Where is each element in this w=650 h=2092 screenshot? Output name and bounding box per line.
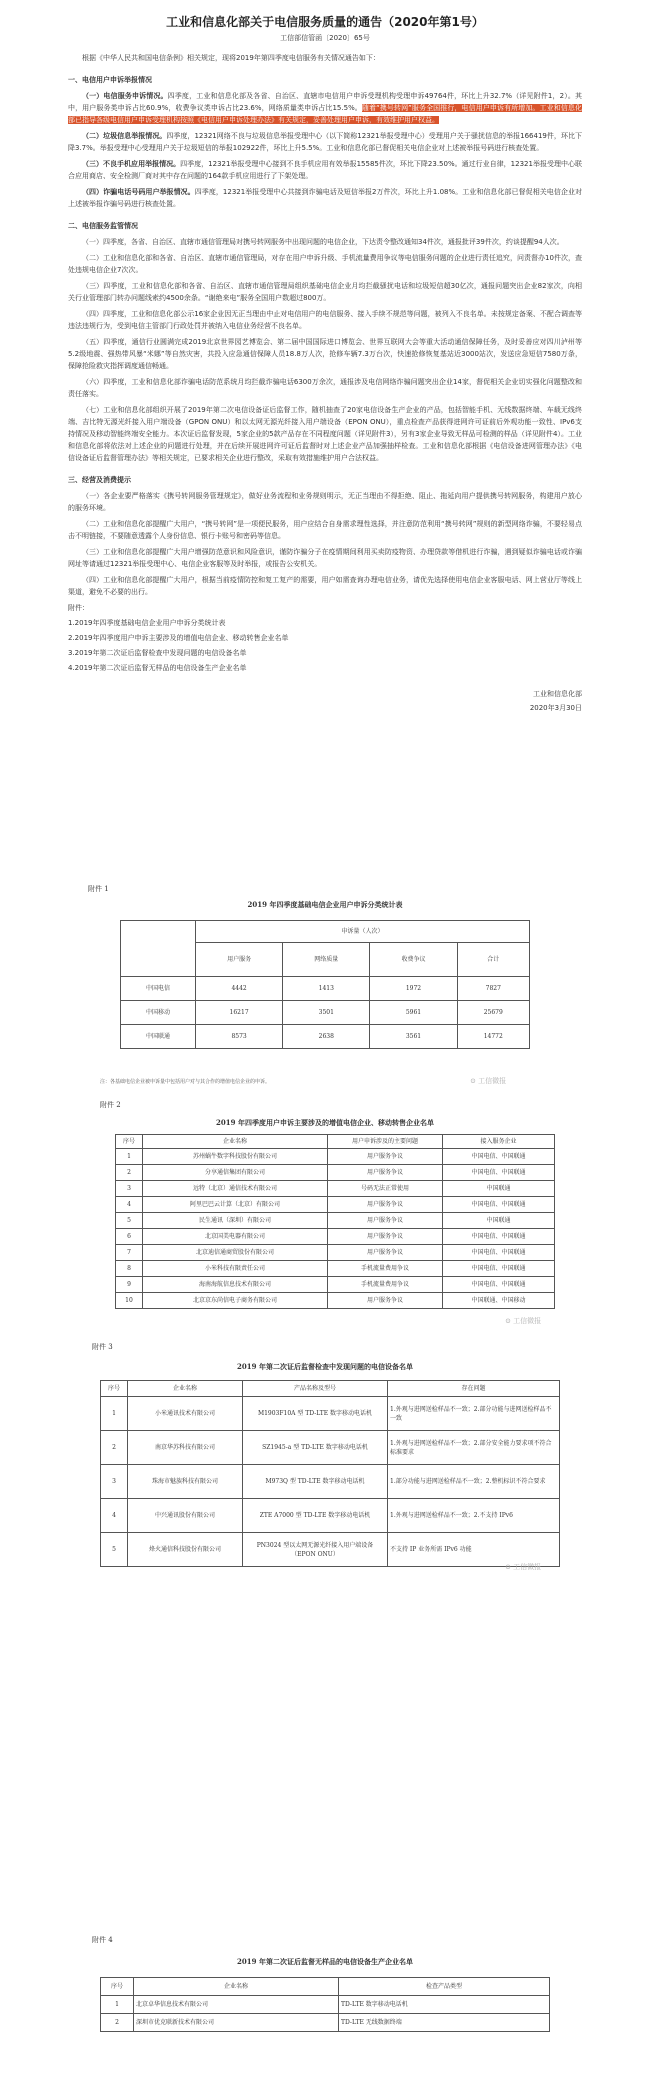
table-row xyxy=(116,1213,555,1229)
attachment-1-scan xyxy=(0,880,650,1085)
table-cell: 2 xyxy=(101,1431,128,1465)
table-cell: 手机流量费用争议 xyxy=(328,1277,443,1293)
table-row xyxy=(101,1499,560,1533)
table-cell: 手机流量费用争议 xyxy=(328,1261,443,1277)
subheading: （二）垃圾信息举报情况。 xyxy=(82,132,167,140)
table-cell: 中国电信、中国联通 xyxy=(443,1165,555,1181)
table-row xyxy=(116,1277,555,1293)
section-1-paragraph-2 xyxy=(68,130,582,154)
column-header: 序号 xyxy=(116,1135,143,1149)
table-cell: 南京华苏科技有限公司 xyxy=(128,1431,243,1465)
table-cell: M973Q 型 TD-LTE 数字移动电话机 xyxy=(243,1465,388,1499)
table-cell: 中国电信、中国联通 xyxy=(443,1277,555,1293)
column-header: 用户申诉涉及的主要问题 xyxy=(328,1135,443,1149)
table-cell: 4 xyxy=(116,1197,143,1213)
paragraph-text: 四季度，12321举报受理中心共接到诈骗电话及短信举报2万件次，环比上升1.08%。工业和信息化部已督促相关电信企业对上述被举报诈骗号码进行核查处置。 xyxy=(68,188,582,208)
no-sample-table xyxy=(100,1977,550,2032)
attachment-3-scan xyxy=(0,1340,650,1590)
row-label: 中国移动 xyxy=(121,1001,196,1025)
table-cell: 中国电信、中国联通 xyxy=(443,1261,555,1277)
table-row xyxy=(101,1533,560,1567)
table-row xyxy=(101,2014,550,2032)
paragraph-text: 四季度，12321举报受理中心接到不良手机应用有效举报15585件次，环比下降23.50%。通过行业自律，12321举报受理中心联合应用商店、安全检测厂商对其中存在问题的164款手机应用进行了下架处理。 xyxy=(68,160,583,180)
table-cell: 用户服务争议 xyxy=(328,1293,443,1309)
section-2-paragraph-3: （三）四季度，工业和信息化部和各省、自治区、直辖市通信管理局组织基础电信企业月均拦截骚扰电话和垃圾短信超30亿次，通报问题突出企业82家次，向相关行业管理部门转办问题线索约4500余条。“谢绝来电”服务全国用户数超过800万。 xyxy=(68,282,582,302)
watermark: ⊙ 工信微报 xyxy=(505,1316,541,1326)
table-cell: 用户服务争议 xyxy=(328,1165,443,1181)
attachment-3-title: 2019 年第二次证后监督检查中发现问题的电信设备名单 xyxy=(237,1362,413,1371)
table-cell: 中国联通 xyxy=(443,1213,555,1229)
table-cell: 8 xyxy=(116,1261,143,1277)
section-1-paragraph-3 xyxy=(68,158,582,182)
section-3-heading: 三、经营及消费提示 xyxy=(68,476,131,484)
table-cell: 阿里巴巴云计算（北京）有限公司 xyxy=(143,1197,328,1213)
notice-document xyxy=(0,0,650,714)
row-label: 中国联通 xyxy=(121,1025,196,1049)
section-3-paragraph-3: （三）工业和信息化部提醒广大用户增强防范意识和风险意识，谨防诈骗分子在疫情期间利用买卖防疫物资、办理贷款等借机进行诈骗，遇到疑似诈骗电话或诈骗网址等请通过12321举报受理中心、电信企业客服等及时举报，或报告公安机关。 xyxy=(68,548,582,568)
column-header: 企业名称 xyxy=(134,1978,339,1996)
column-header: 序号 xyxy=(101,1978,134,1996)
table-cell: 用户服务争议 xyxy=(328,1229,443,1245)
paragraph-text: 四季度，工业和信息化部及各省、自治区、直辖市电信用户申诉受理机构受理申诉49764件，环比上升32.7%（详见附件1，2）。其中，用户服务类申诉占比60.9%，收费争议类申诉占比23.6%，网络质量类申诉占比15.5%。 xyxy=(68,92,582,112)
table-cell: 北京京东尚信电子商务有限公司 xyxy=(143,1293,328,1309)
group-header: 申诉量（人次） xyxy=(196,921,530,943)
table-cell: 苏州蜗牛数字科技股份有限公司 xyxy=(143,1149,328,1165)
table-cell: 8573 xyxy=(196,1025,283,1049)
table-cell: 北京迪信通商贸股份有限公司 xyxy=(143,1245,328,1261)
column-header: 接入服务企业 xyxy=(443,1135,555,1149)
section-2-paragraph-5: （五）四季度，通信行业圆满完成2019北京世界园艺博览会、第二届中国国际进口博览会、世界互联网大会等重大活动通信保障任务，及时妥善应对四川泸州等5.2级地震、强热带风暴“米娜”等自然灾害，共投入应急通信保障人员18.8万人次，抢修车辆7.3万台次，快速抢修恢复基站近3000站次，发送应急短信7580万条，保障抢险救灾指挥调度通信畅通。 xyxy=(68,338,582,370)
subheading: （三）不良手机应用举报情况。 xyxy=(82,160,181,168)
table-row xyxy=(101,1465,560,1499)
table-row xyxy=(116,1245,555,1261)
table-cell: 深圳市优克联新技术有限公司 xyxy=(134,2014,339,2032)
column-header: 检查产品类型 xyxy=(339,1978,550,1996)
table-cell: 3561 xyxy=(370,1025,457,1049)
table-cell: 远特（北京）通信技术有限公司 xyxy=(143,1181,328,1197)
column-header: 用户服务 xyxy=(196,943,283,977)
table-cell: 不支持 IP 业务所需 IPv6 功能 xyxy=(388,1533,560,1567)
signer: 工业和信息化部 xyxy=(533,690,582,698)
notice-title: 工业和信息化部关于电信服务质量的通告（2020年第1号） xyxy=(166,15,484,29)
attachment-list-heading: 附件： xyxy=(68,604,89,612)
intro-paragraph: 根据《中华人民共和国电信条例》相关规定，现将2019年第四季度电信服务有关情况通告如下： xyxy=(82,54,380,62)
attachment-item: 3.2019年第二次证后监督检查中发现问题的电信设备名单 xyxy=(68,649,247,657)
table-row xyxy=(116,1165,555,1181)
column-header: 网络质量 xyxy=(283,943,370,977)
attachment-2-label: 附件 2 xyxy=(100,1101,121,1109)
table-cell: 5 xyxy=(116,1213,143,1229)
table-row xyxy=(101,1397,560,1431)
table-cell: 用户服务争议 xyxy=(328,1149,443,1165)
table-cell: 3501 xyxy=(283,1001,370,1025)
table-cell: 3 xyxy=(116,1181,143,1197)
table-cell: 4 xyxy=(101,1499,128,1533)
table-cell: 1 xyxy=(101,1397,128,1431)
table-cell: 4442 xyxy=(196,977,283,1001)
table-cell: 用户服务争议 xyxy=(328,1197,443,1213)
table-cell: 14772 xyxy=(457,1025,529,1049)
table-cell: 烽火通信科技股份有限公司 xyxy=(128,1533,243,1567)
table-row xyxy=(116,1229,555,1245)
table-cell: 16217 xyxy=(196,1001,283,1025)
table-cell: 海南海航信息技术有限公司 xyxy=(143,1277,328,1293)
table-cell: 1 xyxy=(116,1149,143,1165)
table-row xyxy=(121,977,530,1001)
attachment-2-scan xyxy=(0,1098,650,1328)
subheading: （一）电信服务申诉情况。 xyxy=(82,92,168,100)
column-header: 序号 xyxy=(101,1381,128,1397)
table-cell: 1972 xyxy=(370,977,457,1001)
section-2-paragraph-2: （二）工业和信息化部和各省、自治区、直辖市通信管理局，对存在用户申诉升级、手机流量费用争议等电信服务问题的企业进行责任追究，问责督办10件次，查处违规电信企业7次次。 xyxy=(68,254,582,274)
watermark: ⊙ 工信微报 xyxy=(470,1076,506,1086)
table-cell: 中国电信、中国联通 xyxy=(443,1245,555,1261)
table-cell: ZTE A7000 型 TD-LTE 数字移动电话机 xyxy=(243,1499,388,1533)
table-cell: 中国联通 xyxy=(443,1181,555,1197)
table-cell: 用户服务争议 xyxy=(328,1245,443,1261)
table-row xyxy=(116,1197,555,1213)
table-cell: 2 xyxy=(101,2014,134,2032)
table-cell: 2638 xyxy=(283,1025,370,1049)
table-cell: 7 xyxy=(116,1245,143,1261)
table-row xyxy=(116,1149,555,1165)
section-2-heading: 二、电信服务监管情况 xyxy=(68,222,138,230)
attachment-item: 1.2019年四季度基础电信企业用户申诉分类统计表 xyxy=(68,619,226,627)
column-header: 企业名称 xyxy=(143,1135,328,1149)
section-3-paragraph-4: （四）工业和信息化部提醒广大用户，根据当前疫情防控和复工复产的需要，用户如需查询办理电信业务，请优先选择使用电信企业客服电话、网上营业厅等线上渠道，避免不必要的出行。 xyxy=(68,576,582,596)
column-header: 收费争议 xyxy=(370,943,457,977)
table-cell: M1903F10A 型 TD-LTE 数字移动电话机 xyxy=(243,1397,388,1431)
attachment-list xyxy=(68,602,582,674)
table-cell: 民生通讯（深圳）有限公司 xyxy=(143,1213,328,1229)
table-cell: 1413 xyxy=(283,977,370,1001)
watermark: ⊙ 工信微报 xyxy=(505,1562,541,1572)
column-header: 合计 xyxy=(457,943,529,977)
table-cell: 9 xyxy=(116,1277,143,1293)
table-cell: 1.外观与进网送检样品不一致；2.部分安全能力要求项不符合标准要求 xyxy=(388,1431,560,1465)
table-cell: 北京卓华信息技术有限公司 xyxy=(134,1996,339,2014)
attachment-item: 2.2019年四季度用户申诉主要涉及的增值电信企业、移动转售企业名单 xyxy=(68,634,289,642)
attachment-1-title: 2019 年四季度基础电信企业用户申诉分类统计表 xyxy=(247,900,403,909)
table-cell: 珠海市魅族科技有限公司 xyxy=(128,1465,243,1499)
table-cell: SZ1945-a 型 TD-LTE 数字移动电话机 xyxy=(243,1431,388,1465)
table-cell: TD-LTE 数字移动电话机 xyxy=(339,1996,550,2014)
table-row xyxy=(121,1001,530,1025)
section-2-paragraph-6: （六）四季度，工业和信息化部诈骗电话防范系统月均拦截诈骗电话6300万余次，通报涉及电信网络诈骗问题突出企业14家，督促相关企业切实强化问题整改和责任落实。 xyxy=(68,378,582,398)
column-header: 企业名称 xyxy=(128,1381,243,1397)
table-row xyxy=(101,1996,550,2014)
attachment-4-label: 附件 4 xyxy=(92,1936,113,1944)
paragraph-text: 四季度，12321网络不良与垃圾信息举报受理中心（以下简称12321举报受理中心）受理用户关于骚扰信息的举报166419件，环比下降3.7%。举报受理中心受理用户关于垃圾短信的举报102922件，环比上升5.5%。工业和信息化部已督促相关电信企业对上述被举报号码进行核查处置。 xyxy=(68,132,583,152)
section-3-paragraph-2: （二）工业和信息化部提醒广大用户，“携号转网”是一项便民服务，用户应结合自身需求理性选择，并注意防范利用“携号转网”规则的新型网络诈骗，不要轻易点击不明链接，不要随意透露个人身份信息、银行卡账号和密码等信息。 xyxy=(68,520,582,540)
table-cell: 3 xyxy=(101,1465,128,1499)
table-row xyxy=(116,1261,555,1277)
row-label: 中国电信 xyxy=(121,977,196,1001)
attachment-4-title: 2019 年第二次证后监督无样品的电信设备生产企业名单 xyxy=(237,1957,413,1966)
section-3-paragraph-1: （一）各企业要严格落实《携号转网服务管理规定》，做好业务流程和业务规则明示，无正当理由不得拒绝、阻止、拖延向用户提供携号转网服务，构建用户放心的服务环境。 xyxy=(68,492,582,512)
table-cell: 1 xyxy=(101,1996,134,2014)
section-1-heading: 一、电信用户申诉举报情况 xyxy=(68,76,152,84)
table-cell: 2 xyxy=(116,1165,143,1181)
section-2-paragraph-4: （四）四季度，工业和信息化部公示16家企业因无正当理由中止对电信用户的电信服务、接入手续不规范等问题，被列入不良名单。未按规定备案、不配合调查等违法违规行为，受到电信主管部门行政处罚并被纳入电信业务经营不良名单。 xyxy=(68,310,582,330)
table-row xyxy=(101,1431,560,1465)
attachment-3-label: 附件 3 xyxy=(92,1343,113,1351)
table-cell: 小米通讯技术有限公司 xyxy=(128,1397,243,1431)
table-cell: 7827 xyxy=(457,977,529,1001)
table-cell: TD-LTE 无线数据终端 xyxy=(339,2014,550,2032)
table-row xyxy=(116,1181,555,1197)
table-cell: 中国电信、中国联通 xyxy=(443,1197,555,1213)
table-cell: 1.外观与进网送检样品不一致；2.部分功能与进网送检样品不一致 xyxy=(388,1397,560,1431)
table-cell: 中国电信、中国联通 xyxy=(443,1229,555,1245)
table-cell: 6 xyxy=(116,1229,143,1245)
table-cell: 1.外观与进网送检样品不一致；2.不支持 IPv6 xyxy=(388,1499,560,1533)
table-cell: 5 xyxy=(101,1533,128,1567)
table-row xyxy=(121,1025,530,1049)
corner-cell xyxy=(121,921,196,977)
table-row xyxy=(116,1293,555,1309)
subheading: （四）诈骗电话号码用户举报情况。 xyxy=(82,188,195,196)
table-cell: 中国电信、中国联通 xyxy=(443,1149,555,1165)
column-header: 存在问题 xyxy=(388,1381,560,1397)
table-cell: 中国联通、中国移动 xyxy=(443,1293,555,1309)
section-1-paragraph-1 xyxy=(68,90,582,126)
signing-date: 2020年3月30日 xyxy=(529,704,582,712)
attachment-1-note: 注：各基础电信企业被申诉量中包括用户对与其合作的增值电信企业的申诉。 xyxy=(100,1079,271,1085)
table-cell: 分享通信集团有限公司 xyxy=(143,1165,328,1181)
highlighted-text: 随着“携号转网”服务全国推行，电信用户申诉有所增加。工业和信息化部已指导各级电信用户申诉受理机构按照《电信用户申诉处理办法》有关规定，妥善处理用户申诉，有效维护用户权益。 xyxy=(68,104,582,124)
table-cell: 1.部分功能与进网送检样品不一致；2.整机标识不符合要求 xyxy=(388,1465,560,1499)
attachment-1-label: 附件 1 xyxy=(88,885,109,893)
table-cell: 10 xyxy=(116,1293,143,1309)
section-2-paragraph-1: （一）四季度，各省、自治区、直辖市通信管理局对携号转网服务中出现问题的电信企业，下达责令整改通知34件次，通报批评39件次，约谈提醒94人次。 xyxy=(82,238,564,246)
attachment-2-title: 2019 年四季度用户申诉主要涉及的增值电信企业、移动转售企业名单 xyxy=(216,1118,434,1127)
section-1-paragraph-4 xyxy=(68,186,582,210)
attachment-item: 4.2019年第二次证后监督无样品的电信设备生产企业名单 xyxy=(68,664,247,672)
section-2-paragraph-7: （七）工业和信息化部组织开展了2019年第二次电信设备证后监督工作，随机抽查了20家电信设备生产企业的产品，包括智能手机、无线数据终端、车载无线终端、吉比特无源光纤接入用户端设备（GPON ONU）和以太网无源光纤接入用户端设备（EPON ONU），重点检查产品获得进网许可证前后外观功能一致性、IPv6支持情况及移动智能终端安全能力。本次证后监督发现，5家企业的5款产品存在不同程度问题（详见附件3），另有3家企业导致无样品可检测的样品（详见附件4）。工业和信息化部将依法对上述企业的问题进行处理，并在后续开展进网许可证后监督时对上述企业产品加强抽样检查。工业和信息化部根据《电信设备进网管理办法》《电信设备证后监督管理办法》等相关规定，已要求相关企业进行整改，采取有效措施维护用户合法权益。 xyxy=(68,406,582,462)
provider-list-table xyxy=(115,1134,555,1309)
table-cell: 5961 xyxy=(370,1001,457,1025)
attachment-4-scan xyxy=(0,1935,650,2085)
table-cell: 用户服务争议 xyxy=(328,1213,443,1229)
table-cell: 中兴通讯股份有限公司 xyxy=(128,1499,243,1533)
table-cell: PN3024 型以太网无源光纤接入用户端设备（EPON ONU） xyxy=(243,1533,388,1567)
document-number: 工信部信管函〔2020〕65号 xyxy=(280,34,370,42)
complaint-stats-table xyxy=(120,920,530,1049)
table-cell: 小米科技有限责任公司 xyxy=(143,1261,328,1277)
column-header: 产品名称及型号 xyxy=(243,1381,388,1397)
table-cell: 号码无法正常使用 xyxy=(328,1181,443,1197)
table-cell: 北京国美电器有限公司 xyxy=(143,1229,328,1245)
faulty-device-table xyxy=(100,1380,560,1567)
table-cell: 25679 xyxy=(457,1001,529,1025)
